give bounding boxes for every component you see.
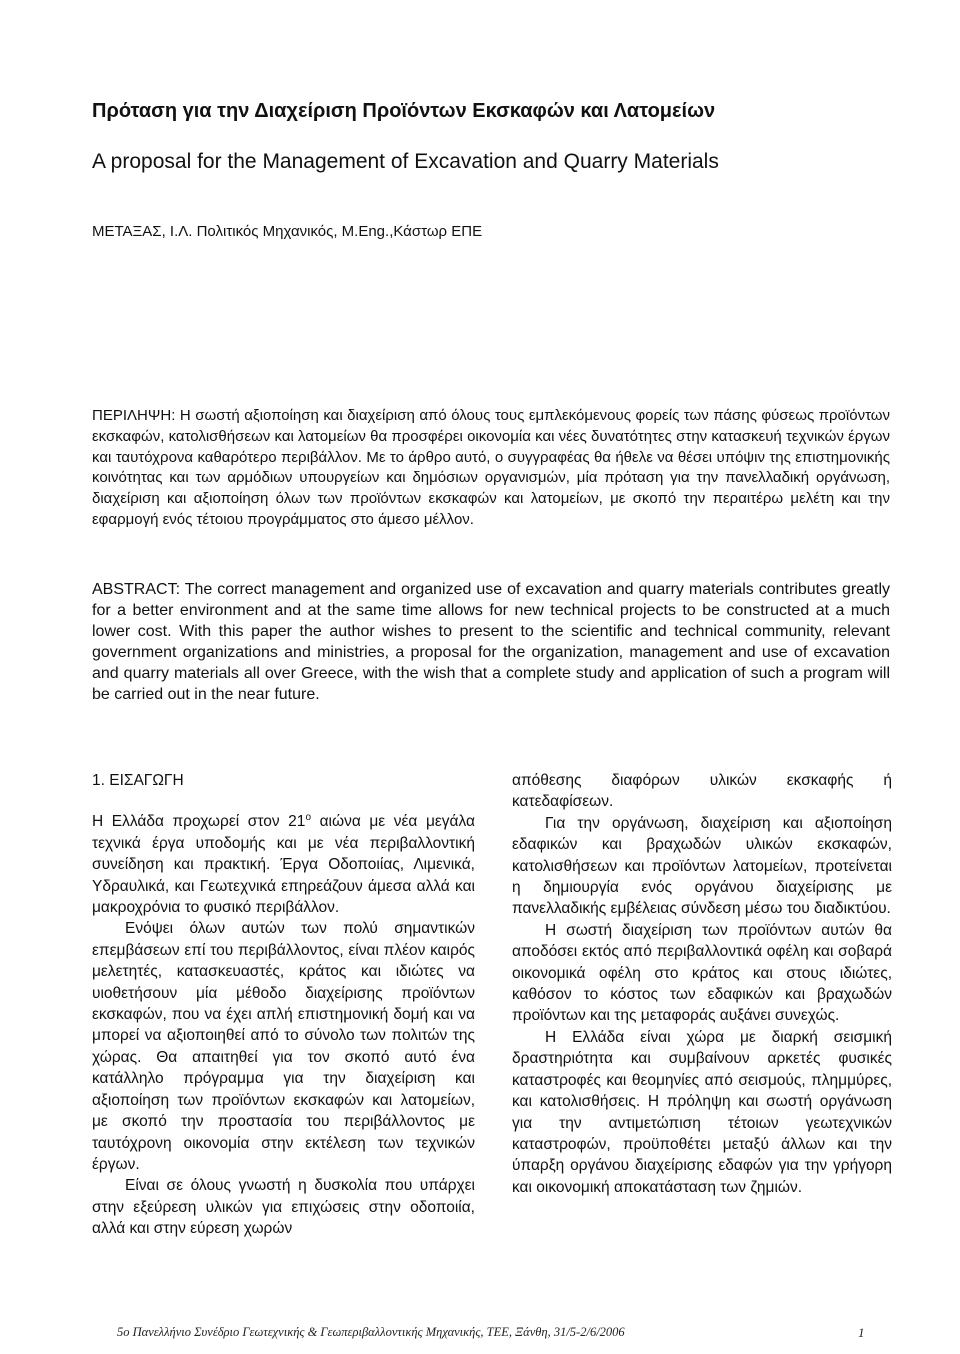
intro-paragraph-1 — [92, 811, 475, 918]
right-paragraph-0: απόθεσης διαφόρων υλικών εκσκαφής ή κατεδαφίσεων. — [512, 772, 892, 811]
left-column — [92, 770, 475, 1240]
superscript-ordinal: ο — [305, 812, 311, 824]
paper-title-greek: Πρόταση για την Διαχείριση Προϊόντων Εκσκαφών και Λατομείων — [92, 100, 716, 122]
right-paragraph-1: Για την οργάνωση, διαχείριση και αξιοποίηση εδαφικών και βραχωδών υλικών εκσκαφών, κατολισθήσεων και προϊόντων λατομείων, προτείνεται η δημιουργία ενός οργάνου διαχείρισης με πανελλαδικής εμβέλειας σύνδεση μέσω του διαδικτύου. — [512, 814, 892, 918]
abstract-english: ABSTRACT: The correct management and organized use of excavation and quarry materials contributes greatly for a better environment and at the same time allows for new technical projects to be constructed at a much lower cost. With this paper the author wishes to present to the scientific and technical community, relevant government organizations and ministries, a proposal for the organization, management and use of excavation and quarry materials all over Greece, with the wish that a complete study and application of such a program will be carried out in the near future. — [92, 581, 890, 703]
right-paragraph-2: Η σωστή διαχείριση των προϊόντων αυτών θα αποδόσει εκτός από περιβαλλοντικά οφέλη και σοβαρά οικονομικά οφέλη στο κράτος και στους ιδιώτες, καθόσον το κόστος των εδαφικών και βραχωδών προϊόντων και της μεταφοράς αυξάνει συνεχώς. — [512, 921, 892, 1025]
intro-paragraph-2: Ενόψει όλων αυτών των πολύ σημαντικών επεμβάσεων επί του περιβάλλοντος, είναι πλέον καιρός μελετητές, κατασκευαστές, κράτος και ιδιώτες να υιοθετήσουν μία μέθοδο διαχείρισης προϊόντων εκσκαφών, που να έχει απλή επιστημονική δομή και να μπορεί να αξιοποιηθεί από το σύνολο των πολιτών της χώρας. Θα απαιτηθεί για τον σκοπό αυτό ένα κατάλληλο πρόγραμμα για την διαχείριση και αξιοποίηση των προϊόντων εκσκαφών και λατομείων, με σκοπό την προστασία του περιβάλλοντος με ταυτόχρονη οικονομία στην εκτέλεση των τεχνικών έργων. — [92, 920, 475, 1173]
page-number: 1 — [858, 1325, 865, 1340]
author-line: ΜΕΤΑΞΑΣ, Ι.Λ. Πολιτικός Μηχανικός, M.Eng.,Κάστωρ ΕΠΕ — [92, 223, 483, 240]
section-heading: 1. ΕΙΣΑΓΩΓΗ — [92, 772, 184, 789]
paper-title-english: A proposal for the Management of Excavation and Quarry Materials — [92, 150, 719, 173]
footer-conference: 5ο Πανελλήνιο Συνέδριο Γεωτεχνικής & Γεωπεριβαλλοντικής Μηχανικής, ΤΕΕ, Ξάνθη, 31/5-2/6/2006 — [117, 1325, 625, 1339]
intro-p1-start: Η Ελλάδα προχωρεί στον 21 — [92, 813, 306, 831]
intro-paragraph-3: Είναι σε όλους γνωστή η δυσκολία που υπάρχει στην εξεύρεση υλικών για επιχώσεις στην οδοποιία, αλλά και στην εύρεση χωρών — [92, 1177, 475, 1238]
right-paragraph-3: Η Ελλάδα είναι χώρα με διαρκή σεισμική δραστηριότητα και συμβαίνουν αρκετές φυσικές καταστροφές και θεομηνίες από σεισμούς, πλημμύρες, και κατολισθήσεις. Η πρόληψη και σωστή οργάνωση για την αντιμετώπιση τέτοιων γεωτεχνικών καταστροφών, προϋποθέτει μεταξύ άλλων και την ύπαρξη οργάνου διαχείρισης εδαφών για την γρήγορη και οικονομική αποκατάσταση των ζημιών. — [512, 1028, 892, 1196]
intro-p1-end: αιώνα με νέα μεγάλα τεχνικά έργα υποδομής και με νέα περιβαλλοντική συνείδηση και πρακτική. Έργα Οδοποιίας, Λιμενικά, Υδραυλικά, και Γεωτεχνικά επηρεάζουν άμεσα αλλά και μακροχρόνια το φυσικό περιβάλλον. — [92, 813, 475, 917]
right-column — [512, 770, 892, 1198]
abstract-greek: ΠΕΡΙΛΗΨΗ: Η σωστή αξιοποίηση και διαχείριση από όλους τους εμπλεκόμενους φορείς των πάσης φύσεως προϊόντων εκσκαφών, κατολισθήσεων και λατομείων θα προσφέρει οικονομία και νέες δυνατότητες στην κατασκευή τεχνικών έργων και ταυτόχρονα καθαρότερο περιβάλλον. Με το άρθρο αυτό, ο συγγραφέας θα ήθελε να θέσει υπόψιν της επιστημονικής κοινότητας και των αρμόδιων υπουργείων και δημόσιων οργανισμών, μία πρόταση για την πανελλαδική οργάνωση, διαχείριση και αξιοποίηση όλων των προϊόντων εκσκαφών και λατομείων, με σκοπό την περαιτέρω μελέτη και την εφαρμογή ενός τέτοιου προγράμματος στο άμεσο μέλλον. — [92, 407, 890, 528]
